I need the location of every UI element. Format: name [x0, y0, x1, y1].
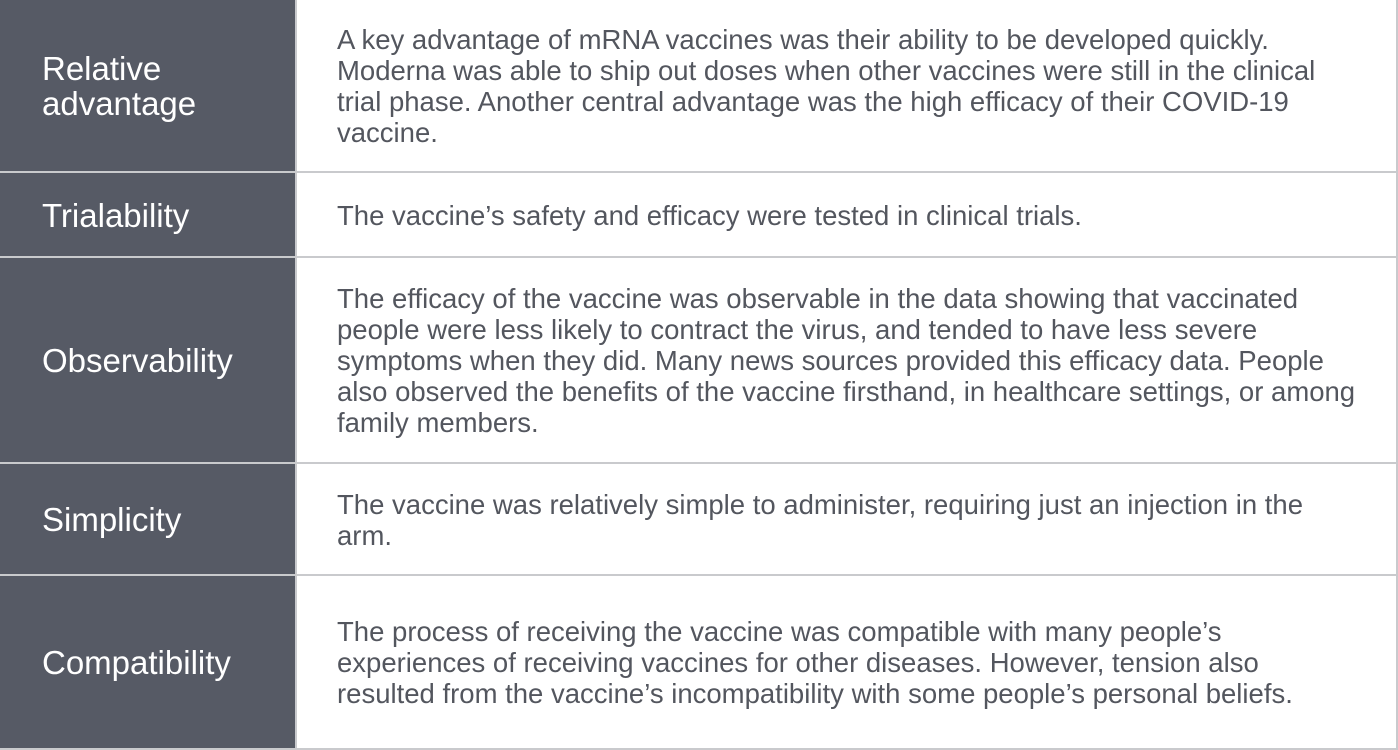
row-label: Simplicity [42, 501, 182, 538]
row-description-cell [297, 173, 1398, 257]
row-description: The vaccine’s safety and efficacy were tested in clinical trials. [337, 199, 1082, 231]
row-description-cell [297, 464, 1398, 575]
row-label-cell [0, 258, 297, 463]
row-label-cell [0, 464, 297, 575]
row-description: The efficacy of the vaccine was observable in the data showing that vaccinated people were less likely to contract the virus, and tended to have less severe symptoms when they did. Many news sources provided this efficacy data. People also observed the benefits of the vaccine firsthand, in healthcare settings, or among family members. [337, 283, 1356, 438]
row-label-cell [0, 0, 297, 172]
table-row [0, 576, 1398, 748]
table-row [0, 0, 1398, 172]
table-row [0, 173, 1398, 257]
table-row [0, 258, 1398, 463]
row-label: Trialability [42, 196, 190, 234]
row-label: Relative advantage [42, 50, 197, 122]
table-row [0, 464, 1398, 575]
row-label-cell [0, 173, 297, 257]
row-description-cell [297, 258, 1398, 463]
row-description: A key advantage of mRNA vaccines was their ability to be developed quickly. Moderna was able to ship out doses when other vaccines were still in the clinical trial phase. Another central advantage was the high efficacy of their COVID-19 vaccine. [337, 24, 1316, 148]
row-label: Observability [42, 342, 233, 379]
row-description: The process of receiving the vaccine was compatible with many people’s experiences of receiving vaccines for other diseases. However, tension also resulted from the vaccine’s incompatibility with some people’s personal beliefs. [337, 615, 1293, 709]
row-description-cell [297, 576, 1398, 748]
row-label-cell [0, 576, 297, 748]
row-description-cell [297, 0, 1398, 172]
row-label: Compatibility [42, 643, 231, 681]
row-description: The vaccine was relatively simple to administer, requiring just an injection in the arm. [337, 488, 1304, 551]
